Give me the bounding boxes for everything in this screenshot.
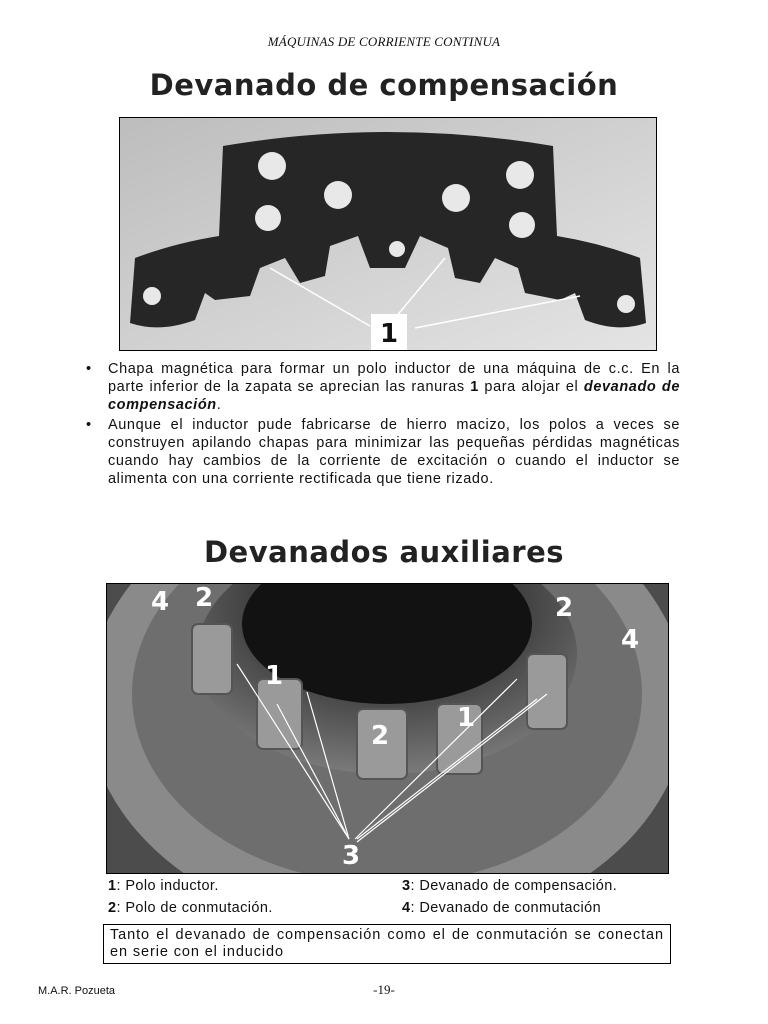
legend-item-2 <box>108 900 273 916</box>
legend-item-4 <box>402 900 601 916</box>
label-2-right: 2 <box>555 593 574 623</box>
label-3: 3 <box>342 841 361 871</box>
legend-text-2: : Polo de conmutación. <box>116 900 273 916</box>
label-1-right: 1 <box>457 703 476 733</box>
bullet1-text-b: para alojar el <box>478 379 584 395</box>
legend-num-3: 3 <box>402 878 411 894</box>
bullet1-emphasis: devanado de compensación <box>108 379 680 413</box>
bullet1-text-a: Chapa magnética para formar un polo inductor de una máquina de c.c. En la parte inferior de la zapata se aprecian las ranuras <box>108 361 680 395</box>
legend-num-1: 1 <box>108 878 117 894</box>
photo-label-1: 1 <box>379 319 399 349</box>
legend-item-1 <box>108 878 219 894</box>
photo-dc-machine-stator <box>106 583 669 874</box>
bullet1-bold-number: 1 <box>470 379 479 395</box>
section-title-compensation: Devanado de compensación <box>149 68 619 102</box>
legend-text-1: : Polo inductor. <box>116 878 219 894</box>
page-number: -19- <box>373 982 395 997</box>
label-1-left: 1 <box>265 661 284 691</box>
bullet1-end: . <box>216 397 222 413</box>
legend-item-3 <box>402 878 617 894</box>
photo-magnetic-sheet <box>119 117 657 351</box>
running-header: MÁQUINAS DE CORRIENTE CONTINUA <box>267 34 501 49</box>
label-2-center: 2 <box>371 721 390 751</box>
footer-author: M.A.R. Pozueta <box>38 985 116 997</box>
note-box: Tanto el devanado de compensación como el de conmutación se conectan en serie con el inducido <box>103 924 671 964</box>
legend-text-4: : Devanado de conmutación <box>410 900 602 916</box>
label-4-right: 4 <box>621 625 640 655</box>
label-2-left: 2 <box>195 584 214 613</box>
label-4-left: 4 <box>151 587 170 617</box>
bullet-item-2: • Aunque el inductor pude fabricarse de hierro macizo, los polos a veces se construyen apilando chapas para minimizar las pequeñas pérdidas magnéticas cuando hay cambios de la corriente de excitación o cuando el inductor se alimenta con una corriente rectificada que tiene rizado. <box>84 416 680 488</box>
legend-num-4: 4 <box>402 900 411 916</box>
magnetic-sheet-illustration <box>120 118 656 350</box>
stator-illustration <box>107 584 668 873</box>
legend-num-2: 2 <box>108 900 117 916</box>
legend-text-3: : Devanado de compensación. <box>410 878 618 894</box>
section-title-auxiliary: Devanados auxiliares <box>203 535 564 569</box>
bullet-list <box>84 360 680 490</box>
bullet-item-1 <box>84 360 680 414</box>
